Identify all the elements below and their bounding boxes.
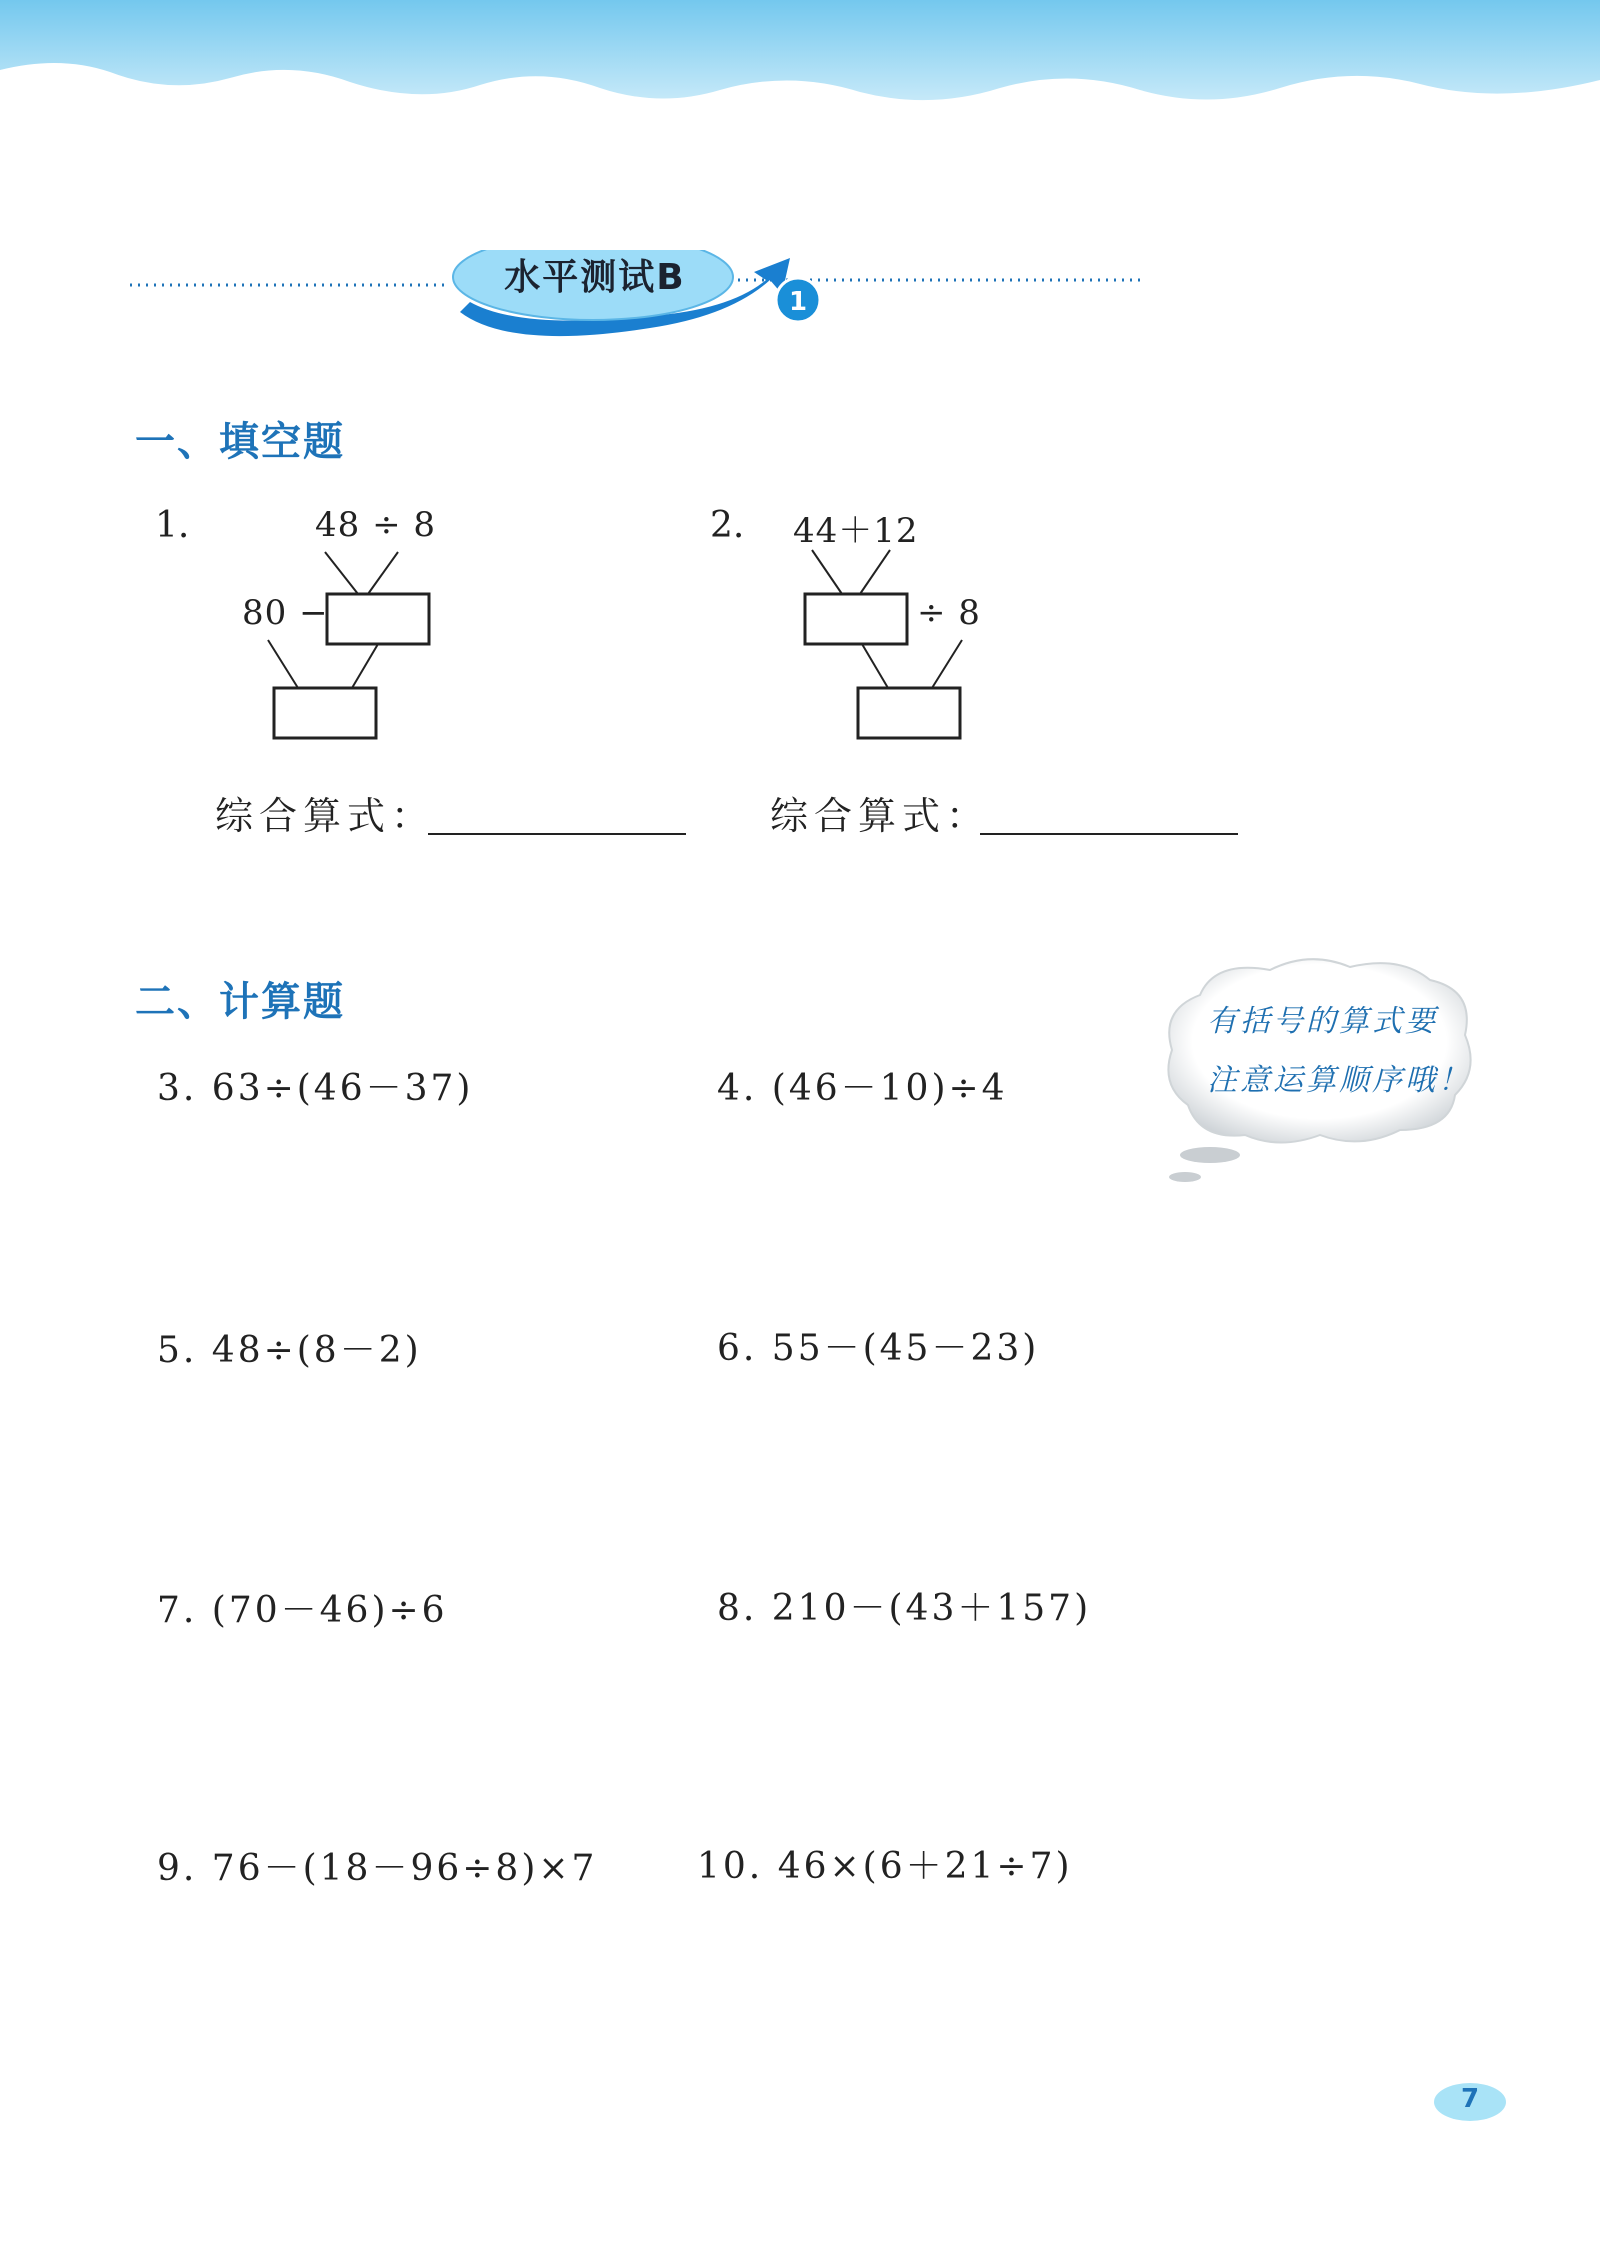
q1-top-expression: 48 ÷ 8: [315, 505, 436, 545]
q2-combined-label: 综合算式：: [770, 794, 991, 838]
q2-answer-line[interactable]: [980, 833, 1238, 835]
problem-6: 6. 55－(45－23): [717, 1328, 1040, 1369]
page-title: 水平测试B: [504, 257, 686, 298]
q1-combined-label: 综合算式：: [215, 794, 436, 838]
q1-answer-box-1[interactable]: [327, 594, 429, 644]
problem-7: 7. (70－46)÷6: [157, 1590, 448, 1631]
page-number: 7: [1460, 2084, 1480, 2114]
sky-cloud-header: [0, 0, 1600, 140]
q2-right-expression: ÷ 8: [917, 593, 981, 633]
title-badge-number: 1: [788, 287, 808, 317]
q1-left-expression: 80 −: [242, 593, 329, 633]
section-fill-in-title: 一、填空题: [135, 419, 345, 465]
q2-number: 2.: [710, 505, 745, 546]
q1-number: 1.: [155, 505, 190, 546]
problem-3: 3. 63÷(46－37): [157, 1068, 474, 1109]
q1-diagram: [180, 540, 460, 750]
q2-diagram: [790, 540, 990, 750]
tip-line-2: 注意运算顺序哦！: [1207, 1063, 1471, 1098]
q1-answer-box-2[interactable]: [274, 688, 376, 738]
problem-4: 4. (46－10)÷4: [717, 1068, 1008, 1109]
problem-5: 5. 48÷(8－2): [157, 1330, 422, 1371]
q2-top-expression: 44＋12: [793, 511, 919, 551]
section-calculation-title: 二、计算题: [135, 979, 345, 1025]
problem-9: 9. 76－(18－96÷8)×7: [157, 1848, 598, 1889]
q1-answer-line[interactable]: [428, 833, 686, 835]
tip-line-1: 有括号的算式要: [1207, 1004, 1438, 1039]
problem-10: 10. 46×(6＋21÷7): [697, 1846, 1073, 1887]
q2-answer-box-2[interactable]: [858, 688, 960, 738]
q2-answer-box-1[interactable]: [805, 594, 907, 644]
problem-8: 8. 210－(43＋157): [717, 1588, 1092, 1629]
